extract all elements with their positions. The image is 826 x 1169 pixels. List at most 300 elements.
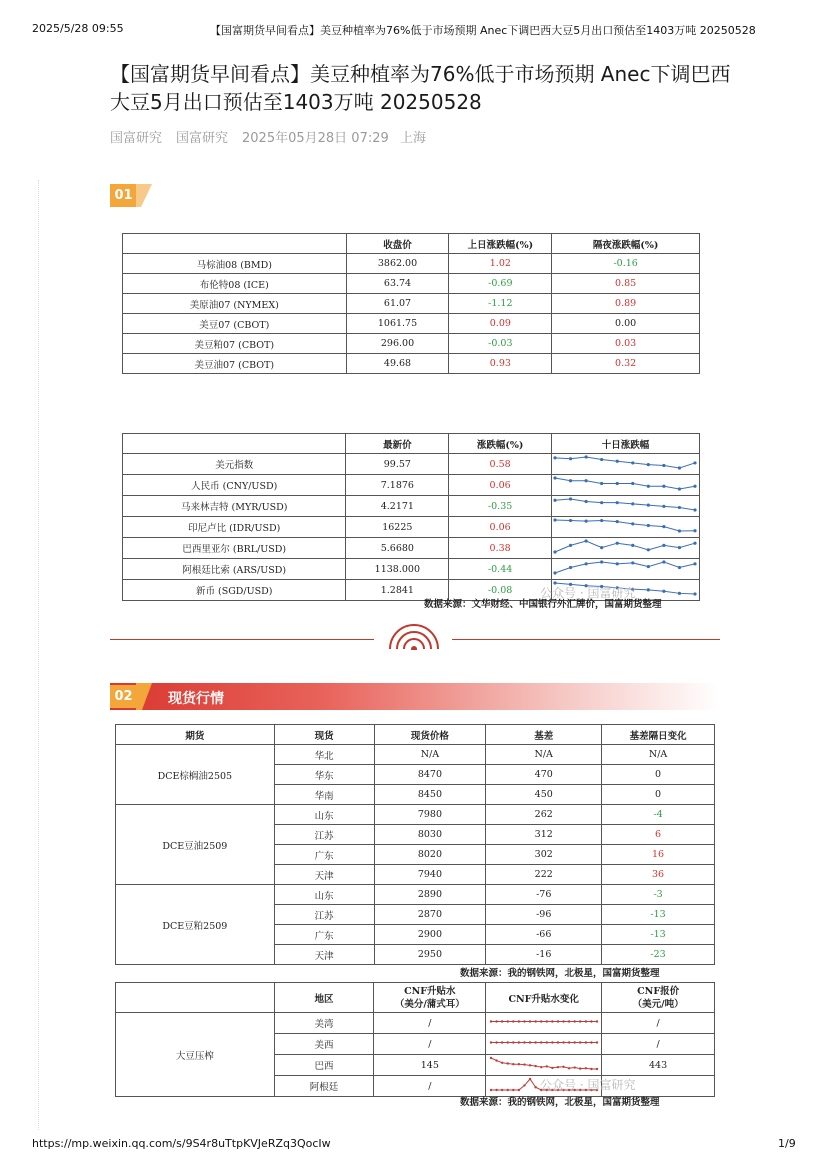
spot-region: 华东 [274,765,374,785]
latest-price: 1138.000 [346,559,449,580]
sparkline-point [551,1020,553,1022]
spot-price: 7940 [374,865,486,885]
watermark: 公众号 · 国富研究 [540,586,636,600]
sparkline-point [556,1066,558,1068]
cnf-region: 美湾 [274,1013,374,1034]
sparkline-point [601,519,604,522]
sparkline-point [601,458,604,461]
sparkline-point [573,1066,575,1068]
instrument-name: 美原油07 (NYMEX) [123,294,347,314]
header-cell: 现货 [274,725,374,745]
table-row [116,1013,715,1034]
table-row [123,517,700,538]
ten-day-trend [551,475,699,496]
table-row [123,559,700,580]
overnight-change: 0.85 [552,274,700,294]
prev-day-change: -0.03 [449,334,552,354]
spot-region: 天津 [274,865,374,885]
table-row [123,496,700,517]
sparkline-point [529,1020,531,1022]
cnf-premium: / [374,1013,486,1034]
sparkline-point [584,1041,586,1043]
divider-line [110,639,374,640]
spot-region: 广东 [274,925,374,945]
cnf-region: 巴西 [274,1055,374,1076]
sparkline-line [555,520,695,531]
contract-name: DCE棕榈油2505 [116,745,275,805]
sparkline-chart [552,538,698,555]
table-row [123,254,700,274]
sparkline-point [663,590,666,593]
sparkline-point [585,539,588,542]
table-row [123,314,700,334]
sparkline-chart [552,475,698,492]
basis-value: 302 [486,845,602,865]
basis-change: 0 [602,765,715,785]
sparkline-point [632,482,635,485]
sparkline-point [678,592,681,595]
sparkline-point [663,560,666,563]
watermark: 公众号 · 国富研究 [540,1078,636,1092]
sparkline-point [529,1064,531,1066]
print-datetime: 2025/5/28 09:55 [32,22,124,35]
cnf-premium: 145 [374,1055,486,1076]
data-source-note: 数据来源：我的钢铁网，北极星，国富期货整理 [460,1097,660,1108]
header-cell: 十日涨跌幅 [551,434,699,454]
ten-day-trend [551,496,699,517]
sparkline-point [590,1041,592,1043]
sparkline-point [551,1041,553,1043]
sparkline-point [517,1063,519,1065]
article-author: 国富研究 [110,131,163,146]
table-header-row [123,234,700,254]
sparkline-point [632,502,635,505]
sparkline-point [495,1089,497,1091]
sparkline-point [678,487,681,490]
sparkline-point [694,508,697,511]
section-number: 02 [110,685,137,708]
sparkline-point [601,546,604,549]
price-change: -0.35 [449,496,552,517]
spot-price: 8450 [374,785,486,805]
price-change: -0.08 [449,580,552,601]
sparkline-point [663,525,666,528]
latest-price: 99.57 [346,454,449,475]
sparkline-point [569,519,572,522]
sparkline-point [678,546,681,549]
sparkline-point [523,1063,525,1065]
sparkline-point [529,1041,531,1043]
close-price: 296.00 [346,334,449,354]
table-header-row [116,983,715,1013]
futures-table [122,233,700,374]
header-cell: 基差 [486,725,602,745]
page-margin-guide [38,180,40,1130]
sparkline-point [569,457,572,460]
header-cell: 期货 [116,725,275,745]
overnight-change: 0.03 [552,334,700,354]
sparkline-point [523,1084,525,1086]
sparkline-point [554,499,557,502]
header-cell: 地区 [274,983,374,1013]
basis-change: 36 [602,865,715,885]
sparkline-point [562,1020,564,1022]
sparkline-point [678,566,681,569]
publish-date: 2025年05月28日 07:29 [242,131,389,146]
close-price: 1061.75 [346,314,449,334]
section-tab-icon [136,683,156,710]
table-row [116,805,715,825]
sparkline-point [569,544,572,547]
sparkline-point [517,1089,519,1091]
sparkline-point [601,560,604,563]
spot-price: 2890 [374,885,486,905]
contract-name: DCE豆油2509 [116,805,275,885]
sparkline-point [585,520,588,523]
sparkline-point [616,562,619,565]
spot-price: 8470 [374,765,486,785]
sparkline-point [556,1041,558,1043]
spot-price: 2950 [374,945,486,965]
sparkline-point [632,561,635,564]
overnight-change: -0.16 [552,254,700,274]
basis-change: 6 [602,825,715,845]
sparkline-point [647,485,650,488]
basis-change: -3 [602,885,715,905]
cnf-region: 阿根廷 [274,1076,374,1097]
spot-price: 2870 [374,905,486,925]
basis-value: N/A [486,745,602,765]
sparkline-point [554,518,557,521]
basis-value: -76 [486,885,602,905]
sparkline-point [562,1066,564,1068]
sparkline-point [501,1041,503,1043]
sparkline-point [616,520,619,523]
header-cell [123,434,346,454]
sparkline-point [506,1062,508,1064]
price-change: 0.58 [449,454,552,475]
price-change: 0.06 [449,517,552,538]
price-change: -0.44 [449,559,552,580]
sparkline-point [529,1078,531,1080]
basis-value: -96 [486,905,602,925]
sparkline-point [568,1041,570,1043]
latest-price: 16225 [346,517,449,538]
sparkline-point [663,544,666,547]
sparkline-point [678,529,681,532]
sparkline-chart [552,517,698,534]
basis-value: -66 [486,925,602,945]
spot-price: N/A [374,745,486,765]
sparkline-point [595,1020,597,1022]
header-cell: 涨跌幅(%) [449,434,552,454]
product-label: 大豆压榨 [116,1013,275,1097]
sparkline-point [590,1068,592,1070]
sparkline-point [501,1062,503,1064]
table-row [123,334,700,354]
overnight-change: 0.32 [552,354,700,374]
sparkline-point [489,1057,491,1059]
data-source-note: 数据来源：我的钢铁网，北极星，国富期货整理 [460,968,660,979]
sparkline-point [534,1065,536,1067]
sparkline-line [555,541,695,552]
sparkline-point [501,1020,503,1022]
prev-day-change: 1.02 [449,254,552,274]
close-price: 63.74 [346,274,449,294]
sparkline-point [694,485,697,488]
spot-region: 山东 [274,885,374,905]
cnf-premium: / [374,1034,486,1055]
sparkline-point [545,1041,547,1043]
sparkline-point [512,1063,514,1065]
sparkline-point [517,1041,519,1043]
sparkline-chart [488,1055,600,1072]
section-title: 现货行情 [168,691,224,707]
sparkline-point [517,1020,519,1022]
sparkline-point [554,550,557,553]
sparkline-point [632,544,635,547]
basis-change: 16 [602,845,715,865]
ten-day-trend [551,559,699,580]
basis-change: 0 [602,785,715,805]
basis-value: 262 [486,805,602,825]
sparkline-point [632,461,635,464]
basis-value: 470 [486,765,602,785]
sparkline-point [678,466,681,469]
header-cell: 最新价 [346,434,449,454]
sparkline-point [632,522,635,525]
prev-day-change: -1.12 [449,294,552,314]
sparkline-line [555,478,695,489]
instrument-name: 美豆粕07 (CBOT) [123,334,347,354]
latest-price: 4.2171 [346,496,449,517]
sparkline-point [663,464,666,467]
sparkline-point [501,1089,503,1091]
sparkline-point [647,463,650,466]
sparkline-point [540,1041,542,1043]
article-title: 【国富期货早间看点】美豆种植率为76%低于市场预期 Anec下调巴西大豆5月出口预估至1403万吨 20250528 [110,62,731,114]
sparkline-point [534,1086,536,1088]
sparkline-point [569,566,572,569]
sparkline-point [694,542,697,545]
sparkline-point [489,1089,491,1091]
sparkline-point [506,1020,508,1022]
sparkline-point [585,562,588,565]
data-source-note: 数据来源：文华财经、中国银行外汇牌价，国富期货整理 [424,599,662,610]
basis-value: 222 [486,865,602,885]
sparkline-point [584,1020,586,1022]
section-number: 01 [110,184,137,207]
sparkline-point [663,485,666,488]
sparkline-point [512,1041,514,1043]
sparkline-chart [552,454,698,471]
sparkline-point [647,504,650,507]
ten-day-trend [551,538,699,559]
spot-price: 2900 [374,925,486,945]
sparkline-point [523,1020,525,1022]
sparkline-point [616,482,619,485]
table-row [123,454,700,475]
ten-day-trend [551,517,699,538]
print-page-number: 1/9 [778,1137,796,1150]
overnight-change: 0.00 [552,314,700,334]
sparkline-point [595,1041,597,1043]
sparkline-point [694,529,697,532]
sparkline-point [540,1020,542,1022]
table-row [116,745,715,765]
section-tab-icon [136,184,156,207]
currency-name: 巴西里亚尔 (BRL/USD) [123,538,346,559]
sparkline-point [579,1067,581,1069]
instrument-name: 美豆油07 (CBOT) [123,354,347,374]
sparkline-point [573,1041,575,1043]
spot-price: 8020 [374,845,486,865]
sparkline-point [554,571,557,574]
header-cell [116,983,275,1013]
sparkline-point [694,592,697,595]
account-link[interactable]: 国富研究 [176,131,229,146]
sparkline-point [601,501,604,504]
table-header-row [123,434,700,454]
table-row [123,475,700,496]
print-url[interactable]: https://mp.weixin.qq.com/s/9S4r8uTtpKVJeRZq3QocIw [32,1137,331,1150]
table-row [123,274,700,294]
header-cell: 上日涨跌幅(%) [449,234,552,254]
basis-value: -16 [486,945,602,965]
header-cell: CNF报价 （美元/吨） [602,983,715,1013]
overnight-change: 0.89 [552,294,700,314]
spot-region: 华北 [274,745,374,765]
table-row [116,885,715,905]
basis-change: -13 [602,905,715,925]
sparkline-point [512,1089,514,1091]
prev-day-change: -0.69 [449,274,552,294]
sparkline-point [601,482,604,485]
sparkline-point [512,1020,514,1022]
sparkline-point [545,1065,547,1067]
currency-name: 人民币 (CNY/USD) [123,475,346,496]
sparkline-point [694,562,697,565]
sparkline-point [579,1020,581,1022]
cnf-premium-trend [486,1034,602,1055]
sparkline-point [489,1041,491,1043]
sparkline-chart [488,1034,600,1051]
prev-day-change: 0.09 [449,314,552,334]
sparkline-point [616,542,619,545]
cnf-quote: 443 [602,1055,715,1076]
latest-price: 5.6680 [346,538,449,559]
sparkline-point [647,524,650,527]
basis-change: N/A [602,745,715,765]
cnf-region: 美西 [274,1034,374,1055]
sparkline-chart [552,496,698,513]
basis-change: -23 [602,945,715,965]
table-row [123,294,700,314]
table-row [123,538,700,559]
publish-location: 上海 [400,131,427,146]
fx-table [122,433,700,601]
latest-price: 1.2841 [346,580,449,601]
sparkline-point [579,1041,581,1043]
sparkline-point [556,1020,558,1022]
sparkline-point [495,1059,497,1061]
spot-price: 7980 [374,805,486,825]
header-cell: 基差隔日变化 [602,725,715,745]
sparkline-point [495,1020,497,1022]
price-change: 0.06 [449,475,552,496]
sparkline-point [534,1041,536,1043]
sparkline-point [678,506,681,509]
sparkline-point [554,476,557,479]
instrument-name: 马棕油08 (BMD) [123,254,347,274]
sparkline-point [616,501,619,504]
sparkline-point [694,461,697,464]
sparkline-point [663,505,666,508]
header-cell: CNF升贴水 （美分/蒲式耳） [374,983,486,1013]
header-cell: 收盘价 [346,234,449,254]
sparkline-point [562,1041,564,1043]
sparkline-point [506,1041,508,1043]
sparkline-point [506,1089,508,1091]
cnf-premium: / [374,1076,486,1097]
cnf-premium-trend [486,1055,602,1076]
sparkline-point [569,479,572,482]
sparkline-point [568,1020,570,1022]
sparkline-point [585,455,588,458]
sparkline-point [647,588,650,591]
header-cell: 现货价格 [374,725,486,745]
sparkline-line [555,562,695,573]
sparkline-line [555,499,695,510]
currency-name: 美元指数 [123,454,346,475]
sparkline-point [573,1020,575,1022]
table-row [123,354,700,374]
table-header-row [116,725,715,745]
sparkline-point [551,1067,553,1069]
sparkline-point [595,1068,597,1070]
ten-day-trend [551,454,699,475]
cnf-quote: / [602,1013,715,1034]
sparkline-point [585,479,588,482]
contract-name: DCE豆粕2509 [116,885,275,965]
cloud-ornament-icon [386,622,442,650]
sparkline-point [569,497,572,500]
prev-day-change: 0.93 [449,354,552,374]
sparkline-point [647,565,650,568]
print-page-title: 【国富期货早间看点】美豆种植率为76%低于市场预期 Anec下调巴西大豆5月出口预估至1403万吨 20250528 [210,24,756,37]
close-price: 49.68 [346,354,449,374]
spot-region: 华南 [274,785,374,805]
header-cell: 隔夜涨跌幅(%) [552,234,700,254]
spot-region: 天津 [274,945,374,965]
sparkline-point [584,1067,586,1069]
basis-value: 312 [486,825,602,845]
sparkline-point [495,1041,497,1043]
sparkline-chart [552,559,698,576]
sparkline-point [616,460,619,463]
cnf-quote: / [602,1034,715,1055]
latest-price: 7.1876 [346,475,449,496]
sparkline-point [540,1066,542,1068]
basis-change: -13 [602,925,715,945]
sparkline-point [489,1020,491,1022]
price-change: 0.38 [449,538,552,559]
currency-name: 印尼卢比 (IDR/USD) [123,517,346,538]
sparkline-chart [488,1013,600,1030]
close-price: 3862.00 [346,254,449,274]
currency-name: 马来林吉特 (MYR/USD) [123,496,346,517]
spot-price-table [115,724,715,965]
